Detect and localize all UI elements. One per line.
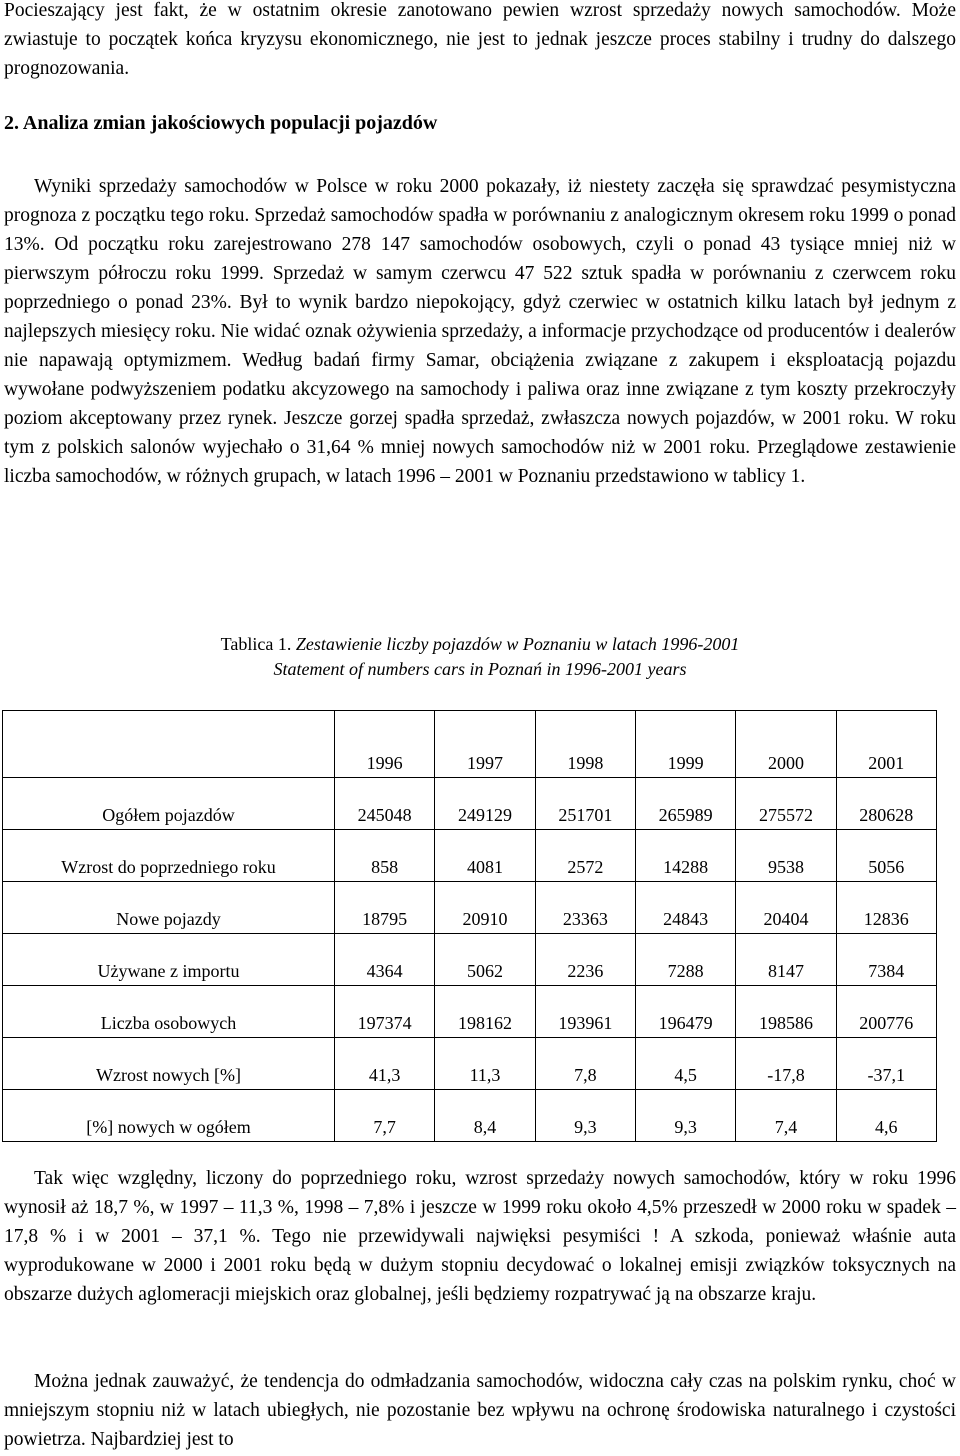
table-cell: 245048 (335, 778, 435, 830)
table-cell: 12836 (836, 882, 936, 934)
table-row (3, 934, 937, 986)
table-row (3, 778, 937, 830)
row-label: Nowe pojazdy (3, 882, 335, 934)
table-cell: 7,7 (335, 1090, 435, 1142)
table-cell: 4,5 (635, 1038, 735, 1090)
header-year: 1996 (335, 711, 435, 778)
table-cell: 14288 (635, 830, 735, 882)
table-cell: 41,3 (335, 1038, 435, 1090)
table-row (3, 986, 937, 1038)
header-corner (3, 711, 335, 778)
table-cell: 2236 (535, 934, 635, 986)
header-year: 2001 (836, 711, 936, 778)
table-label: Tablica 1. (220, 634, 292, 654)
table-cell: 7288 (635, 934, 735, 986)
table-cell: 23363 (535, 882, 635, 934)
section-body-paragraph: Wyniki sprzedaży samochodów w Polsce w roku 2000 pokazały, iż niestety zaczęła się sprawdzać pesymistyczna prognoza z początku tego roku. Sprzedaż samochodów spadła w porównaniu z analogicznym okresem roku 1999 o ponad 13%. Od początku roku zarejestrowano 278 147 samochodów osobowych, czyli o ponad 43 tysiące mniej niż w pierwszym półroczu roku 1999. Sprzedaż w samym czerwcu 47 522 sztuk spadła w porównaniu z czerwcem roku poprzedniego o ponad 23%. Był to wynik bardzo niepokojący, gdyż czerwiec w ostatnich kilku latach był jednym z najlepszych miesięcy roku. Nie widać oznak ożywienia sprzedaży, a informacje przychodzące od producentów i dealerów nie napawają optymizmem. Według badań firmy Samar, obciążenia związane z zakupem i eksploatacją pojazdu wywołane podwyższeniem podatku akcyzowego na samochody i paliwa oraz inne związane z tym koszty przekroczyły poziom akceptowany przez rynek. Jeszcze gorzej spadła sprzedaż, zwłaszcza nowych pojazdów, w 2001 roku. W roku tym z polskich salonów wyjechało o 31,64 % mniej nowych samochodów niż w 2001 roku. Przeglądowe zestawienie liczba samochodów, w różnych grupach, w latach 1996 – 2001 w Poznaniu przedstawiono w tablicy 1. (4, 176, 956, 487)
table-row (3, 1038, 937, 1090)
table-cell: 198162 (435, 986, 535, 1038)
table-cell: 8,4 (435, 1090, 535, 1142)
table-title-pl: Zestawienie liczby pojazdów w Poznaniu w latach 1996-2001 (295, 634, 740, 654)
header-year: 1999 (635, 711, 735, 778)
table-cell: 2572 (535, 830, 635, 882)
table-caption-en: Statement of numbers cars in Poznań in 1996-2001 years (273, 659, 687, 679)
row-label: Używane z importu (3, 934, 335, 986)
header-year: 2000 (736, 711, 836, 778)
table-cell: 20910 (435, 882, 535, 934)
table-cell: 11,3 (435, 1038, 535, 1090)
table-cell: 5056 (836, 830, 936, 882)
table-cell: 4081 (435, 830, 535, 882)
table-cell: 251701 (535, 778, 635, 830)
table-cell: -17,8 (736, 1038, 836, 1090)
conclusion-paragraph: Tak więc względny, liczony do poprzedniego roku, wzrost sprzedaży nowych samochodów, który w roku 1996 wynosił aż 18,7 %, w 1997 – 11,3 %, 1998 – 7,8% i jeszcze w 1999 roku około 4,5% przeszedł w 2000 roku w spadek – 17,8 % i w 2001 – 37,1 %. Tego nie przewidywali najwięksi pesymiści ! A szkoda, ponieważ właśnie auta wyprodukowane w 2000 i 2001 roku będą w dużym stopniu decydować o lokalnej emisji związków toksycznych na obszarze dużych aglomeracji miejskich oraz globalnej, jeśli będziemy rozpatrywać ją na obszarze kraju. (4, 1168, 956, 1305)
table-cell: 4,6 (836, 1090, 936, 1142)
table-cell: 196479 (635, 986, 735, 1038)
row-label: Wzrost do poprzedniego roku (3, 830, 335, 882)
table-caption-pl (0, 634, 960, 655)
vehicles-table (2, 710, 937, 1142)
table-header-row (3, 711, 937, 778)
table-cell: 9538 (736, 830, 836, 882)
table-cell: 5062 (435, 934, 535, 986)
row-label: Ogółem pojazdów (3, 778, 335, 830)
table-cell: 249129 (435, 778, 535, 830)
table-cell: 24843 (635, 882, 735, 934)
table-cell: 275572 (736, 778, 836, 830)
table-cell: 9,3 (635, 1090, 735, 1142)
table-cell: 20404 (736, 882, 836, 934)
table-cell: 858 (335, 830, 435, 882)
table-row (3, 1090, 937, 1142)
table-cell: 18795 (335, 882, 435, 934)
table-cell: 7,4 (736, 1090, 836, 1142)
table-cell: 200776 (836, 986, 936, 1038)
table-cell: 7,8 (535, 1038, 635, 1090)
table-row (3, 882, 937, 934)
table-cell: 7384 (836, 934, 936, 986)
table-cell: 197374 (335, 986, 435, 1038)
table-cell: 8147 (736, 934, 836, 986)
section-heading: 2. Analiza zmian jakościowych populacji pojazdów (4, 112, 438, 134)
table-row (3, 830, 937, 882)
row-label: Liczba osobowych (3, 986, 335, 1038)
intro-paragraph: Pocieszający jest fakt, że w ostatnim okresie zanotowano pewien wzrost sprzedaży nowych samochodów. Może zwiastuje to początek końca kryzysu ekonomicznego, nie jest to jednak jeszcze proces stabilny i trudny do dalszego prognozowania. (4, 0, 956, 79)
table-cell: 193961 (535, 986, 635, 1038)
header-year: 1997 (435, 711, 535, 778)
table-cell: -37,1 (836, 1038, 936, 1090)
table-cell: 265989 (635, 778, 735, 830)
table-cell: 280628 (836, 778, 936, 830)
table-cell: 4364 (335, 934, 435, 986)
table-cell: 9,3 (535, 1090, 635, 1142)
table-cell: 198586 (736, 986, 836, 1038)
row-label: [%] nowych w ogółem (3, 1090, 335, 1142)
header-year: 1998 (535, 711, 635, 778)
closing-paragraph: Można jednak zauważyć, że tendencja do odmładzania samochodów, widoczna cały czas na polskim rynku, choć w mniejszym stopniu niż w latach ubiegłych, nie pozostanie bez wpływu na ochronę środowiska naturalnego i czystości powietrza. Najbardziej jest to (4, 1371, 956, 1450)
row-label: Wzrost nowych [%] (3, 1038, 335, 1090)
